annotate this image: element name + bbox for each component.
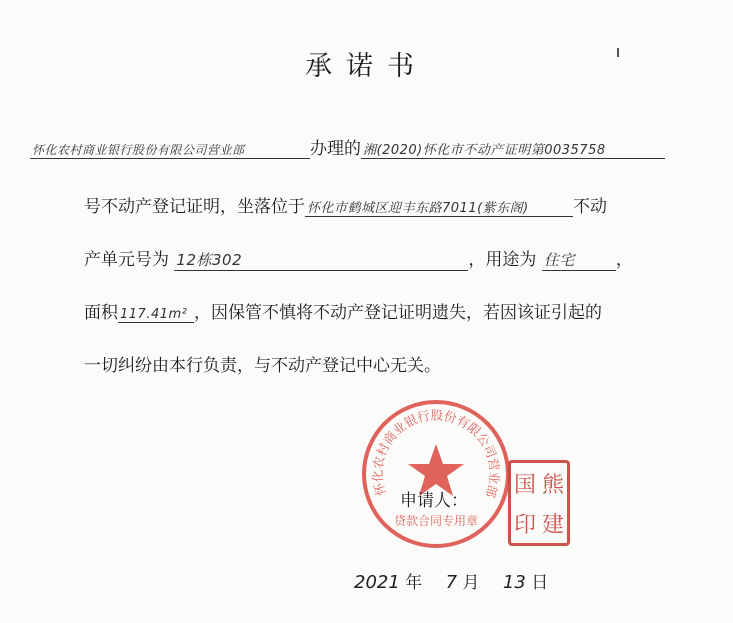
date-year: 2021 [354, 572, 400, 593]
seal-org-text: 怀化农村商业银行股份有限公司营业部 [369, 407, 503, 500]
line4-text-a: 面积 [84, 303, 118, 323]
location-field: 怀化市鹤城区迎丰东路7011(紫东阁) [305, 197, 573, 217]
seal-bottom-text: 贷款合同专用章 [393, 514, 479, 528]
date-day: 13 [502, 572, 526, 593]
bank-seal [360, 398, 512, 550]
bank-name-field: 怀化农村商业银行股份有限公司营业部 [30, 141, 310, 159]
line3-text-b: ，用途为 [468, 250, 537, 270]
document-title: 承诺书 [305, 51, 428, 82]
applicant-label: 申请人： [400, 491, 468, 511]
date-day-unit: 日 [531, 573, 549, 593]
cert-number-field: 湘(2020)怀化市不动产证明第0035758 [361, 139, 665, 159]
paragraph-line-2 [84, 192, 607, 217]
paragraph-line-5: 一切纠纷由本行负责，与不动产登记中心无关。 [84, 356, 441, 376]
stray-pen-mark [617, 48, 619, 57]
line3-text-c: ， [615, 250, 633, 270]
paragraph-line-4 [84, 298, 602, 323]
line3-text-a: 产单元号为 [84, 250, 169, 270]
date-month-unit: 月 [462, 573, 480, 593]
date-month: 7 [445, 572, 458, 593]
usage-field: 住宅 [542, 249, 616, 271]
bank-seal-graphic [360, 398, 512, 550]
paragraph-line-1 [30, 134, 665, 159]
stamp-char-1: 国 [513, 472, 536, 498]
area-field: 117.41m² [118, 307, 194, 323]
signature-stamp [508, 460, 570, 546]
stamp-char-4: 建 [541, 512, 564, 538]
line1-text: 办理的 [310, 139, 361, 159]
unit-number-field: 12栋302 [174, 249, 468, 271]
date-line [354, 568, 548, 593]
stamp-char-3: 印 [513, 512, 536, 538]
date-year-unit: 年 [405, 573, 423, 593]
line4-text-b: ，因保管不慎将不动产登记证明遗失，若因该证引起的 [194, 303, 602, 323]
line2-text-a: 号不动产登记证明，坐落位于 [84, 197, 305, 217]
line2-text-b: 不动 [573, 197, 607, 217]
stamp-char-2: 熊 [541, 472, 564, 498]
paragraph-line-3 [84, 245, 633, 271]
